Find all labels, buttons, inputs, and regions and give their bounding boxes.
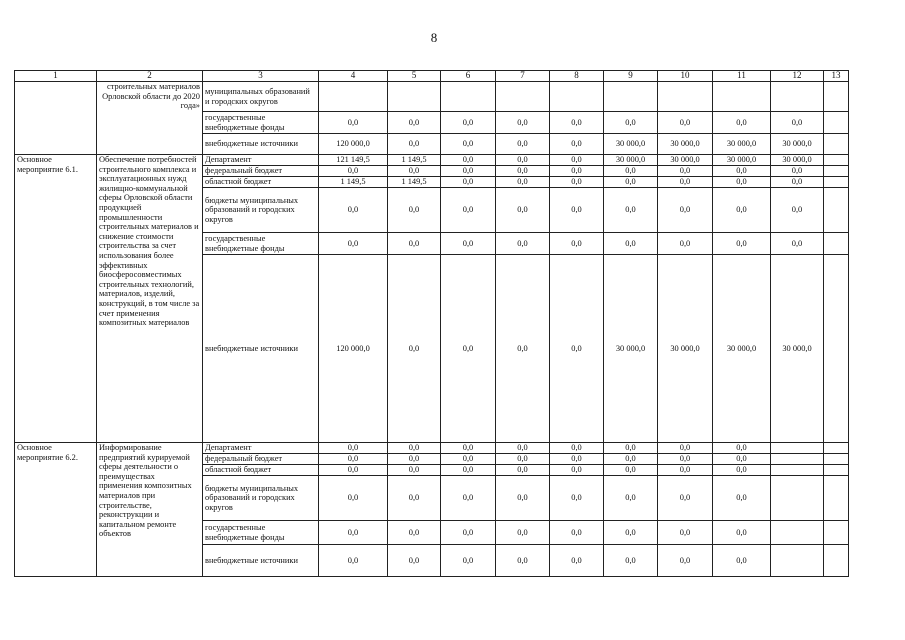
value-cell: 0,0 xyxy=(496,465,550,476)
funding-source-cell: государственные внебюджетные фонды xyxy=(203,233,319,255)
budget-table xyxy=(14,70,849,577)
funding-source-cell: внебюджетные источники xyxy=(203,134,319,155)
value-cell: 0,0 xyxy=(658,545,713,577)
funding-source-cell: федеральный бюджет xyxy=(203,454,319,465)
value-cell: 0,0 xyxy=(319,233,388,255)
value-cell: 0,0 xyxy=(496,443,550,454)
value-cell: 0,0 xyxy=(550,134,604,155)
value-cell xyxy=(441,82,496,112)
table-row xyxy=(15,443,849,454)
value-cell: 0,0 xyxy=(550,465,604,476)
value-cell: 30 000,0 xyxy=(604,134,658,155)
value-cell xyxy=(658,82,713,112)
event-name-cell: Основное мероприятие 6.1. xyxy=(15,155,97,443)
value-cell: 30 000,0 xyxy=(713,155,771,166)
empty-cell xyxy=(824,177,849,188)
empty-cell xyxy=(824,188,849,233)
value-cell: 0,0 xyxy=(658,233,713,255)
event-description-cell: строительных материалов Орловской области до 2020 года» xyxy=(97,82,203,155)
value-cell: 0,0 xyxy=(388,454,441,465)
value-cell: 30 000,0 xyxy=(771,155,824,166)
empty-cell xyxy=(824,454,849,465)
empty-cell xyxy=(824,134,849,155)
value-cell: 0,0 xyxy=(713,166,771,177)
value-cell: 0,0 xyxy=(441,233,496,255)
value-cell: 0,0 xyxy=(713,476,771,521)
value-cell: 0,0 xyxy=(441,188,496,233)
value-cell: 0,0 xyxy=(388,443,441,454)
header-cell: 8 xyxy=(550,71,604,82)
value-cell: 0,0 xyxy=(604,112,658,134)
header-cell: 7 xyxy=(496,71,550,82)
value-cell: 0,0 xyxy=(550,443,604,454)
value-cell xyxy=(550,82,604,112)
value-cell: 0,0 xyxy=(604,521,658,545)
event-description-cell: Информирование предприятий курируемой сферы деятельности о преимуществах применения композитных материалов при строительстве, реконструкции и капитальном ремонте объектов xyxy=(97,443,203,577)
value-cell: 0,0 xyxy=(604,454,658,465)
value-cell: 0,0 xyxy=(713,112,771,134)
value-cell: 0,0 xyxy=(388,112,441,134)
value-cell: 0,0 xyxy=(604,166,658,177)
value-cell: 0,0 xyxy=(441,166,496,177)
value-cell: 0,0 xyxy=(319,545,388,577)
value-cell: 0,0 xyxy=(604,233,658,255)
funding-source-cell: Департамент xyxy=(203,155,319,166)
value-cell: 121 149,5 xyxy=(319,155,388,166)
value-cell: 0,0 xyxy=(496,476,550,521)
value-cell: 0,0 xyxy=(319,188,388,233)
value-cell: 0,0 xyxy=(550,233,604,255)
value-cell: 0,0 xyxy=(550,166,604,177)
value-cell: 0,0 xyxy=(388,166,441,177)
value-cell: 0,0 xyxy=(441,177,496,188)
header-cell: 6 xyxy=(441,71,496,82)
funding-source-cell: областной бюджет xyxy=(203,177,319,188)
value-cell: 0,0 xyxy=(713,188,771,233)
value-cell: 0,0 xyxy=(658,166,713,177)
value-cell: 0,0 xyxy=(441,443,496,454)
empty-cell xyxy=(824,521,849,545)
value-cell: 30 000,0 xyxy=(604,155,658,166)
value-cell: 0,0 xyxy=(771,188,824,233)
value-cell: 0,0 xyxy=(441,476,496,521)
value-cell: 30 000,0 xyxy=(713,134,771,155)
header-cell: 12 xyxy=(771,71,824,82)
value-cell: 0,0 xyxy=(388,465,441,476)
value-cell: 0,0 xyxy=(604,177,658,188)
value-cell: 0,0 xyxy=(658,454,713,465)
value-cell: 0,0 xyxy=(441,521,496,545)
empty-cell xyxy=(824,255,849,443)
header-cell: 9 xyxy=(604,71,658,82)
value-cell: 0,0 xyxy=(713,465,771,476)
value-cell: 0,0 xyxy=(319,443,388,454)
value-cell: 0,0 xyxy=(496,454,550,465)
value-cell: 1 149,5 xyxy=(319,177,388,188)
funding-source-cell: областной бюджет xyxy=(203,465,319,476)
value-cell: 0,0 xyxy=(550,476,604,521)
value-cell: 0,0 xyxy=(658,521,713,545)
value-cell: 30 000,0 xyxy=(604,255,658,443)
value-cell: 0,0 xyxy=(550,155,604,166)
value-cell: 120 000,0 xyxy=(319,255,388,443)
value-cell: 0,0 xyxy=(441,112,496,134)
value-cell: 0,0 xyxy=(319,166,388,177)
value-cell: 0,0 xyxy=(441,155,496,166)
empty-cell xyxy=(824,112,849,134)
value-cell xyxy=(713,82,771,112)
value-cell: 0,0 xyxy=(550,188,604,233)
value-cell: 0,0 xyxy=(713,454,771,465)
value-cell: 0,0 xyxy=(771,166,824,177)
value-cell: 0,0 xyxy=(771,233,824,255)
value-cell: 0,0 xyxy=(771,112,824,134)
value-cell xyxy=(771,545,824,577)
value-cell: 0,0 xyxy=(604,443,658,454)
value-cell: 0,0 xyxy=(658,112,713,134)
value-cell: 0,0 xyxy=(496,545,550,577)
value-cell xyxy=(771,465,824,476)
value-cell: 0,0 xyxy=(550,454,604,465)
value-cell: 0,0 xyxy=(658,465,713,476)
value-cell: 1 149,5 xyxy=(388,155,441,166)
value-cell: 30 000,0 xyxy=(771,134,824,155)
value-cell xyxy=(771,82,824,112)
funding-source-cell: государственные внебюджетные фонды xyxy=(203,112,319,134)
value-cell: 0,0 xyxy=(713,545,771,577)
header-cell: 4 xyxy=(319,71,388,82)
value-cell xyxy=(388,82,441,112)
event-name-cell: Основное мероприятие 6.2. xyxy=(15,443,97,577)
value-cell xyxy=(604,82,658,112)
value-cell: 0,0 xyxy=(604,476,658,521)
empty-cell xyxy=(824,82,849,112)
page-number: 8 xyxy=(430,30,438,45)
value-cell: 0,0 xyxy=(319,465,388,476)
value-cell xyxy=(319,82,388,112)
funding-source-cell: муниципальных образований и городских округов xyxy=(203,82,319,112)
value-cell: 0,0 xyxy=(388,521,441,545)
funding-source-cell: Департамент xyxy=(203,443,319,454)
value-cell: 0,0 xyxy=(319,476,388,521)
empty-cell xyxy=(824,545,849,577)
value-cell: 0,0 xyxy=(496,155,550,166)
value-cell: 1 149,5 xyxy=(388,177,441,188)
empty-cell xyxy=(824,166,849,177)
value-cell: 0,0 xyxy=(713,443,771,454)
empty-cell xyxy=(824,233,849,255)
funding-source-cell: федеральный бюджет xyxy=(203,166,319,177)
value-cell: 0,0 xyxy=(441,255,496,443)
value-cell: 0,0 xyxy=(550,255,604,443)
value-cell: 0,0 xyxy=(388,233,441,255)
table-row xyxy=(15,82,849,112)
value-cell xyxy=(771,521,824,545)
value-cell: 0,0 xyxy=(388,255,441,443)
value-cell: 0,0 xyxy=(604,188,658,233)
value-cell: 120 000,0 xyxy=(319,134,388,155)
value-cell xyxy=(496,82,550,112)
empty-cell xyxy=(824,476,849,521)
value-cell: 0,0 xyxy=(496,112,550,134)
funding-source-cell: внебюджетные источники xyxy=(203,545,319,577)
header-cell: 5 xyxy=(388,71,441,82)
value-cell: 0,0 xyxy=(441,465,496,476)
empty-cell xyxy=(824,155,849,166)
value-cell: 0,0 xyxy=(550,545,604,577)
value-cell: 0,0 xyxy=(388,476,441,521)
value-cell: 0,0 xyxy=(441,454,496,465)
value-cell: 0,0 xyxy=(441,134,496,155)
value-cell: 30 000,0 xyxy=(713,255,771,443)
value-cell: 0,0 xyxy=(658,188,713,233)
funding-source-cell: государственные внебюджетные фонды xyxy=(203,521,319,545)
value-cell: 0,0 xyxy=(713,177,771,188)
value-cell xyxy=(771,476,824,521)
funding-source-cell: бюджеты муниципальных образований и городских округов xyxy=(203,188,319,233)
value-cell: 0,0 xyxy=(388,545,441,577)
value-cell: 0,0 xyxy=(388,188,441,233)
value-cell: 0,0 xyxy=(496,166,550,177)
event-name-cell xyxy=(15,82,97,155)
value-cell: 30 000,0 xyxy=(658,155,713,166)
value-cell: 0,0 xyxy=(604,545,658,577)
header-cell: 2 xyxy=(97,71,203,82)
header-row xyxy=(15,71,849,82)
value-cell: 30 000,0 xyxy=(771,255,824,443)
value-cell: 0,0 xyxy=(550,521,604,545)
value-cell: 0,0 xyxy=(550,177,604,188)
header-cell: 13 xyxy=(824,71,849,82)
event-description-cell: Обеспечение потребностей строительного комплекса и эксплуатационных нужд жилищно-коммунальной сферы Орловской области продукцией промышленности строительных материалов и снижение стоимости строительства за счет использования более эффективных биосферосовместимых строительных технологий, материалов, изделий, конструкций, в том числе за счет применения композитных материалов xyxy=(97,155,203,443)
value-cell: 0,0 xyxy=(604,465,658,476)
value-cell: 0,0 xyxy=(771,177,824,188)
value-cell: 0,0 xyxy=(388,134,441,155)
value-cell: 0,0 xyxy=(441,545,496,577)
header-cell: 3 xyxy=(203,71,319,82)
value-cell: 0,0 xyxy=(319,112,388,134)
funding-source-cell: бюджеты муниципальных образований и городских округов xyxy=(203,476,319,521)
header-cell: 1 xyxy=(15,71,97,82)
value-cell: 0,0 xyxy=(496,521,550,545)
value-cell: 0,0 xyxy=(319,454,388,465)
value-cell: 0,0 xyxy=(713,233,771,255)
empty-cell xyxy=(824,465,849,476)
value-cell: 0,0 xyxy=(496,134,550,155)
value-cell: 0,0 xyxy=(658,177,713,188)
value-cell: 0,0 xyxy=(496,255,550,443)
value-cell: 0,0 xyxy=(496,233,550,255)
value-cell: 0,0 xyxy=(658,476,713,521)
value-cell: 0,0 xyxy=(496,177,550,188)
value-cell: 0,0 xyxy=(713,521,771,545)
header-cell: 11 xyxy=(713,71,771,82)
value-cell: 0,0 xyxy=(496,188,550,233)
value-cell: 0,0 xyxy=(658,443,713,454)
empty-cell xyxy=(824,443,849,454)
table-row xyxy=(15,155,849,166)
funding-source-cell: внебюджетные источники xyxy=(203,255,319,443)
value-cell: 0,0 xyxy=(319,521,388,545)
header-cell: 10 xyxy=(658,71,713,82)
value-cell: 30 000,0 xyxy=(658,255,713,443)
value-cell: 0,0 xyxy=(550,112,604,134)
value-cell: 30 000,0 xyxy=(658,134,713,155)
value-cell xyxy=(771,443,824,454)
value-cell xyxy=(771,454,824,465)
